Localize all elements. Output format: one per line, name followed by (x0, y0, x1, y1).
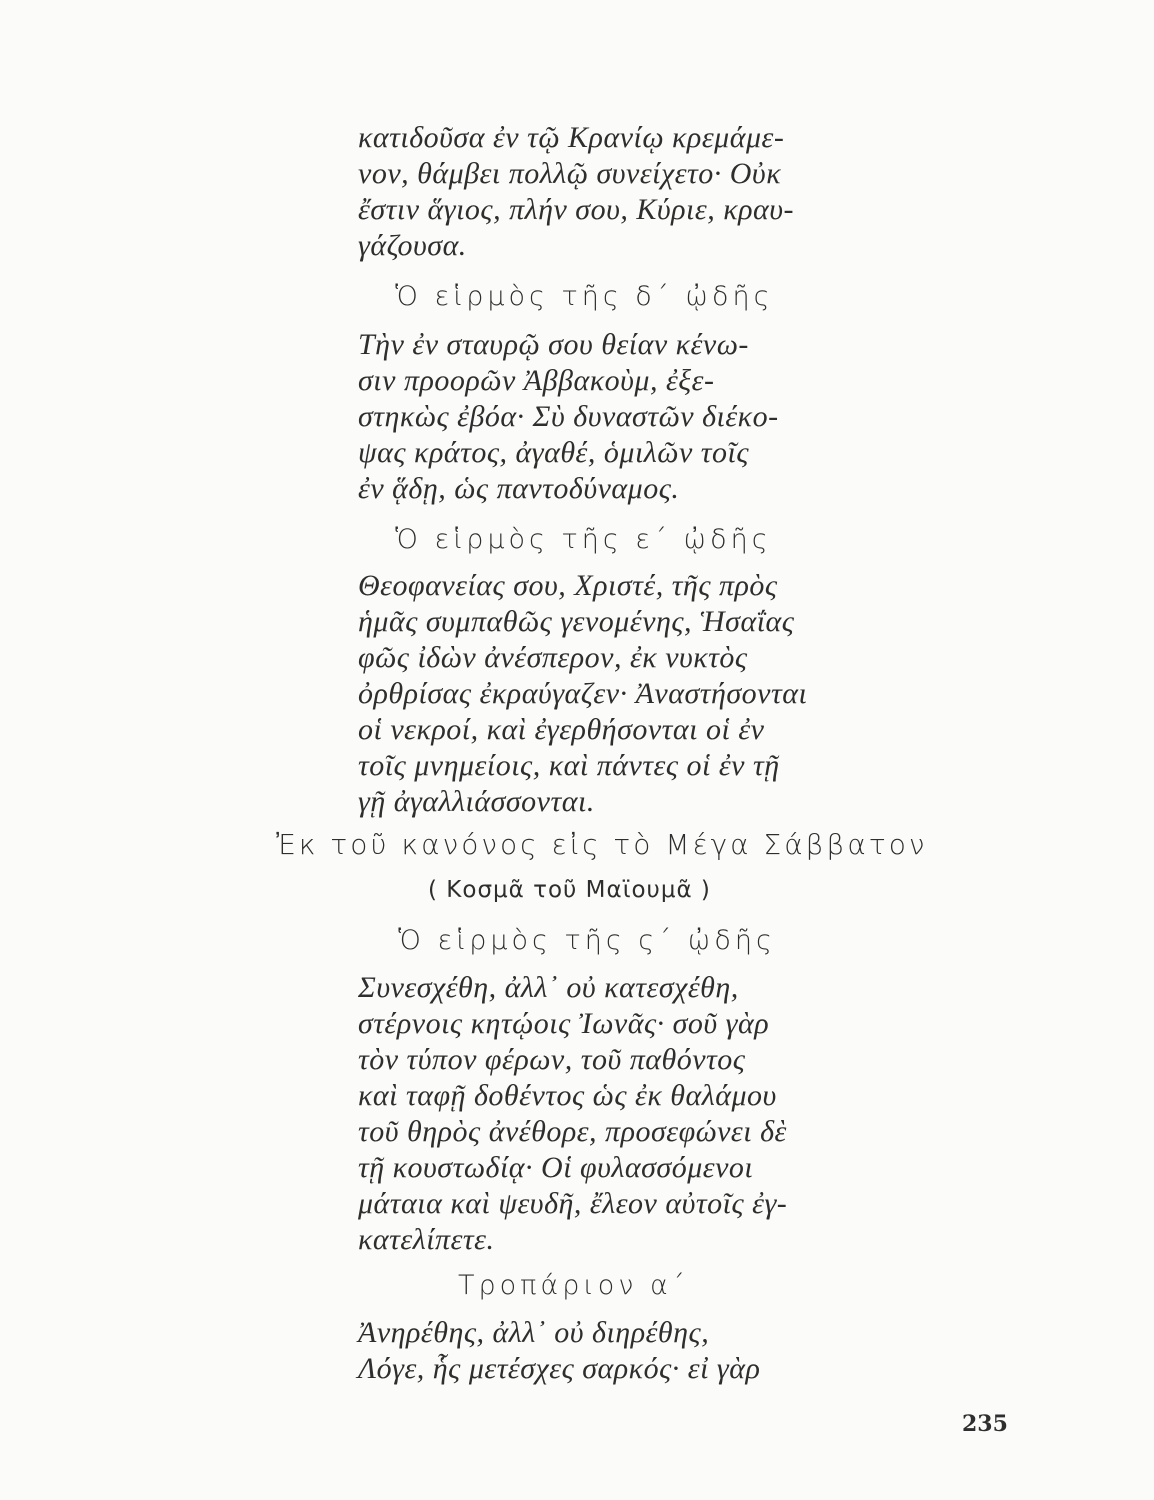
verse-line: κατιδοῦσα ἐν τῷ Κρανίῳ κρεμάμε- (358, 121, 785, 154)
verse-line: τῇ κουστωδίᾳ· Οἱ φυλασσόμενοι (358, 1151, 754, 1184)
section-title: Ἐκ τοῦ κανόνος εἰς τὸ Μέγα Σάββατον (276, 828, 928, 861)
verse-line: μάταια καὶ ψευδῆ, ἔλεον αὐτοῖς ἐγ- (358, 1187, 788, 1220)
verse-line: Θεοφανείας σου, Χριστέ, τῆς πρὸς (358, 569, 778, 602)
verse-line: τοῖς μνημείοις, καὶ πάντες οἱ ἐν τῇ (358, 749, 780, 782)
heading-troparion: Τροπάριον α΄ (458, 1270, 689, 1301)
verse-line: ἐν ᾅδῃ, ὡς παντοδύναμος. (358, 472, 680, 505)
verse-line: οἱ νεκροί, καὶ ἐγερθήσονται οἱ ἐν (358, 713, 765, 746)
heading-ode-4: Ὁ εἱρμὸς τῆς δ΄ ᾠδῆς (395, 281, 774, 312)
verse-line: ἡμᾶς συμπαθῶς γενομένης, Ἡσαΐας (358, 605, 795, 638)
verse-line: γάζουσα. (358, 229, 467, 262)
verse-line: φῶς ἰδὼν ἀνέσπερον, ἐκ νυκτὸς (358, 641, 748, 674)
verse-line: γῇ ἀγαλλιάσσονται. (358, 785, 595, 818)
verse-line: σιν προορῶν Ἀββακοὺμ, ἐξε- (358, 364, 715, 397)
verse-line: νον, θάμβει πολλῷ συνείχετο· Οὐκ (358, 157, 782, 190)
verse-line: Τὴν ἐν σταυρῷ σου θείαν κένω- (358, 328, 749, 361)
verse-line: ὀρθρίσας ἐκραύγαζεν· Ἀναστήσονται (358, 677, 808, 710)
verse-line: Ἀνηρέθης, ἀλλ᾿ οὐ διηρέθης, (358, 1316, 710, 1349)
verse-line: τοῦ θηρὸς ἀνέθορε, προσεφώνει δὲ (358, 1115, 787, 1148)
verse-line: Λόγε, ἧς μετέσχες σαρκός· εἰ γὰρ (358, 1352, 761, 1385)
verse-line: τὸν τύπον φέρων, τοῦ παθόντος (358, 1043, 746, 1076)
verse-line: ἔστιν ἅγιος, πλήν σου, Κύριε, κραυ- (358, 193, 795, 226)
verse-line: στηκὼς ἐβόα· Σὺ δυναστῶν διέκο- (358, 400, 779, 433)
verse-line: καὶ ταφῇ δοθέντος ὡς ἐκ θαλάμου (358, 1079, 777, 1112)
heading-ode-6: Ὁ εἱρμὸς τῆς ς΄ ᾠδῆς (398, 925, 776, 956)
verse-line: Συνεσχέθη, ἀλλ᾿ οὐ κατεσχέθη, (358, 971, 739, 1004)
heading-ode-5: Ὁ εἱρμὸς τῆς ε΄ ᾠδῆς (395, 524, 772, 555)
page-number: 235 (962, 1411, 1008, 1437)
verse-line: κατελίπετε. (358, 1223, 495, 1256)
verse-line: στέρνοις κητῴοις Ἰωνᾶς· σοῦ γὰρ (358, 1007, 770, 1040)
verse-line: ψας κράτος, ἀγαθέ, ὁμιλῶν τοῖς (358, 436, 750, 469)
section-subtitle: ( Κοσμᾶ τοῦ Μαϊουμᾶ ) (428, 877, 711, 903)
